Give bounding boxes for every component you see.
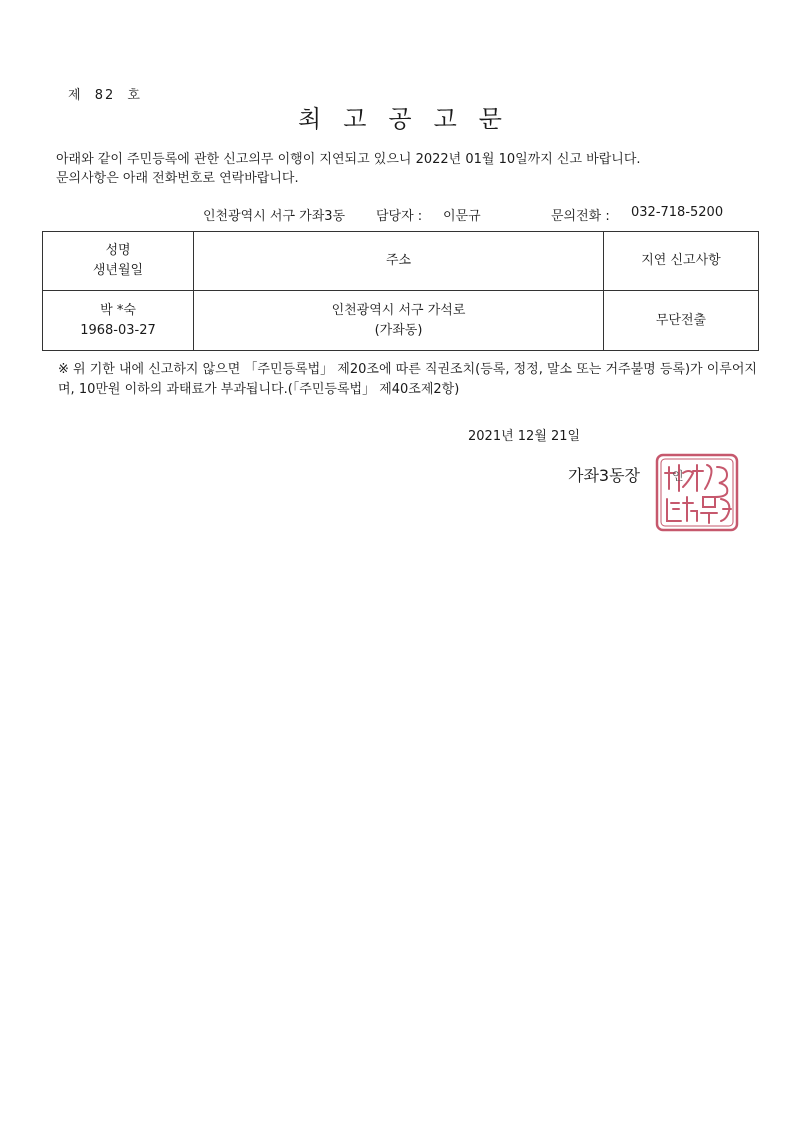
- table-row: [43, 291, 759, 351]
- cell-address: [194, 291, 604, 351]
- cell-report: 무단전출: [604, 291, 759, 351]
- table-header-row: [43, 232, 759, 291]
- cell-address-line2: (가좌동): [374, 322, 423, 338]
- cell-birth: 1968-03-27: [80, 322, 156, 338]
- contact-office: 인천광역시 서구 가좌3동: [203, 209, 346, 224]
- issue-date: 2021년 12월 21일: [468, 429, 581, 444]
- notice-table: [42, 231, 759, 351]
- footnote: ※ 위 기한 내에 신고하지 않으면 「주민등록법」 제20조에 따른 직권조치(등록, 정정, 말소 또는 거주불명 등록)가 이루어지며, 10만원 이하의 과태료가 부과됩니다.(「주민등록법」 제40조제2항): [58, 362, 757, 397]
- intro-text: [56, 150, 641, 188]
- header-birth: 생년월일: [92, 263, 144, 278]
- page-title: 최고공고문: [298, 105, 524, 133]
- cell-name: 박 *숙: [100, 302, 136, 318]
- cell-address-line1: 인천광역시 서구 가석로: [331, 302, 466, 318]
- header-report: 지연 신고사항: [604, 232, 759, 291]
- header-name: 성명: [105, 243, 131, 258]
- cell-name-birth: [43, 291, 194, 351]
- phone-number: 032-718-5200: [631, 205, 724, 220]
- document-number: 제 82 호: [68, 88, 142, 103]
- header-name-birth: [43, 232, 194, 291]
- issuer-office: 가좌3동장: [568, 466, 641, 485]
- seal-mark: 인: [672, 469, 684, 483]
- manager-label: 담당자 :: [376, 209, 423, 224]
- manager-name: 이문규: [443, 209, 481, 224]
- phone-label: 문의전화 :: [551, 209, 610, 224]
- official-seal-icon: [653, 451, 741, 534]
- intro-line-2: 문의사항은 아래 전화번호로 연락바랍니다.: [56, 171, 299, 186]
- header-address: 주소: [194, 232, 604, 291]
- intro-line-1: 아래와 같이 주민등록에 관한 신고의무 이행이 지연되고 있으니 2022년 01월 10일까지 신고 바랍니다.: [56, 152, 641, 167]
